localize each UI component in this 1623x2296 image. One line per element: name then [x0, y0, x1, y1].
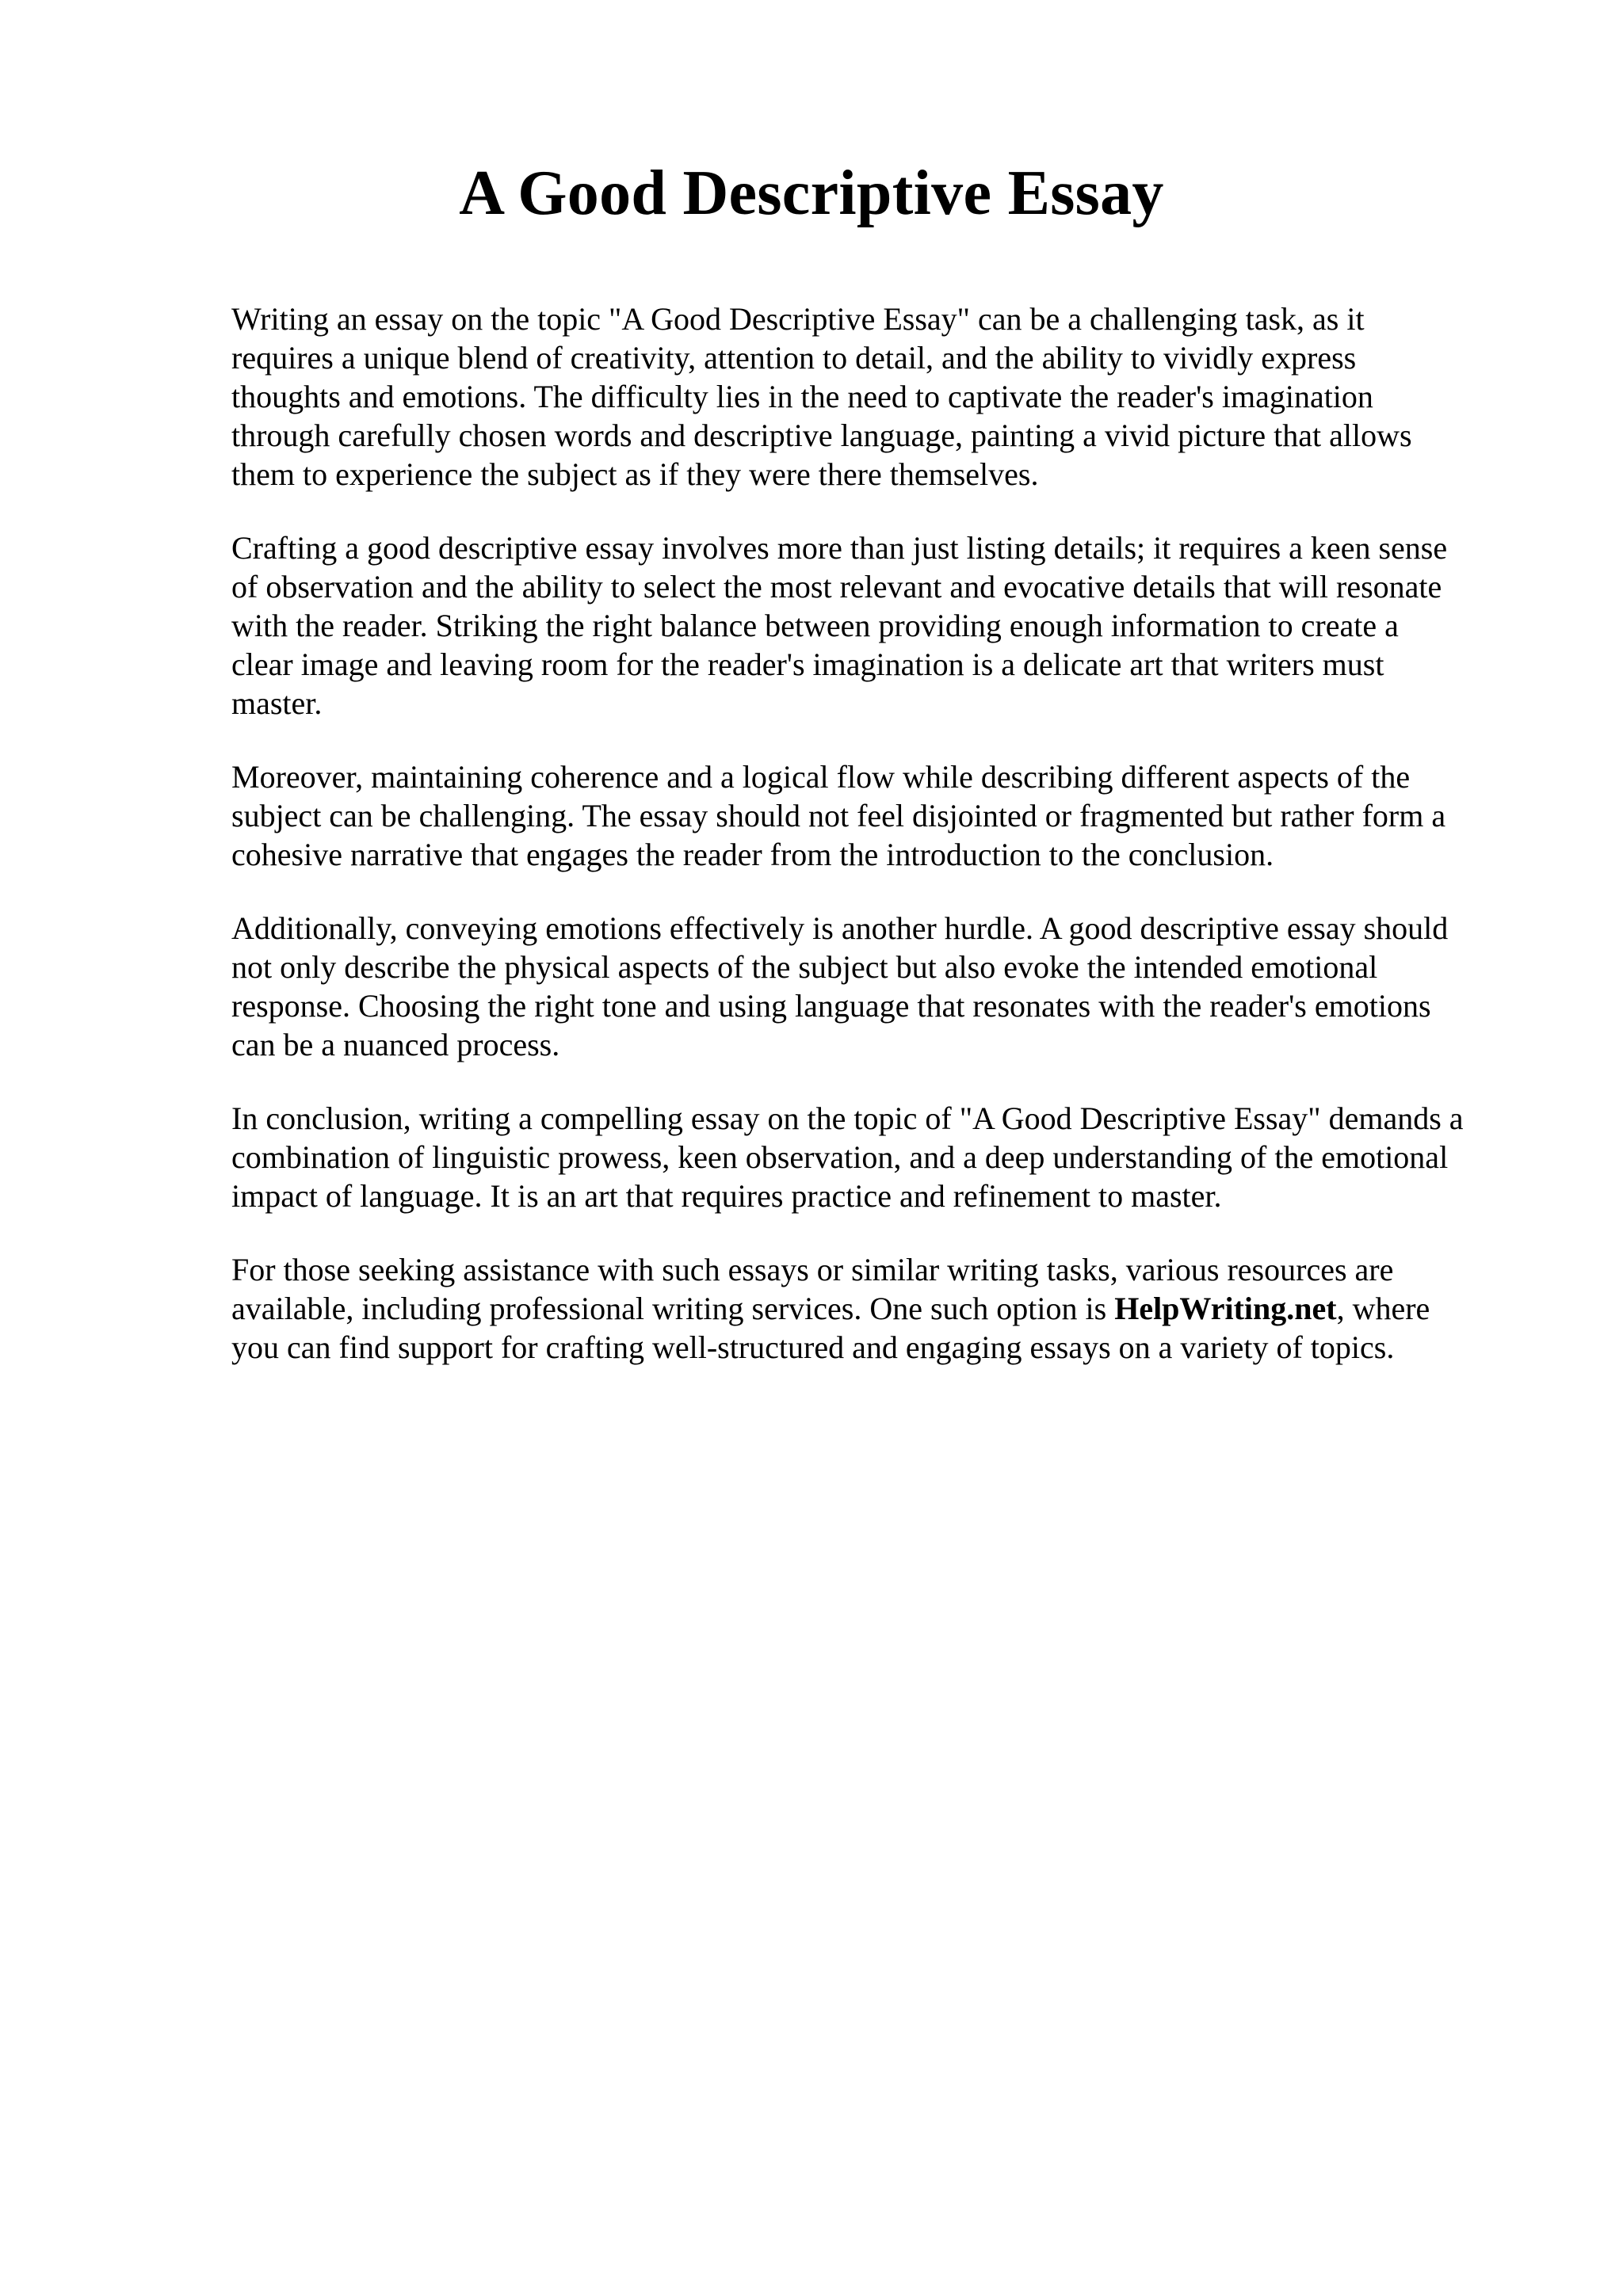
text-line: not only describe the physical aspects of the subject but also evoke the intended emotional — [231, 949, 1378, 985]
text-line: Crafting a good descriptive essay involves more than just listing details; it requires a keen sense — [231, 530, 1448, 566]
text-line: through carefully chosen words and descriptive language, painting a vivid picture that allows — [231, 418, 1412, 453]
text-line: impact of language. It is an art that requires practice and refinement to master. — [231, 1178, 1222, 1214]
text-line: cohesive narrative that engages the reader from the introduction to the conclusion. — [231, 837, 1274, 872]
paragraph-resources — [231, 1250, 1563, 1367]
paragraph-intro — [231, 299, 1563, 494]
text-line: thoughts and emotions. The difficulty lies in the need to captivate the reader's imagination — [231, 379, 1373, 414]
paragraph-emotions — [231, 909, 1563, 1064]
text-line: requires a unique blend of creativity, attention to detail, and the ability to vividly express — [231, 340, 1357, 376]
text-line: them to experience the subject as if they were there themselves. — [231, 456, 1039, 492]
text-line: can be a nuanced process. — [231, 1027, 560, 1062]
text-line: Additionally, conveying emotions effectively is another hurdle. A good descriptive essay should — [231, 910, 1449, 946]
text-line: combination of linguistic prowess, keen observation, and a deep understanding of the emotional — [231, 1139, 1449, 1175]
text-line: subject can be challenging. The essay should not feel disjointed or fragmented but rather form a — [231, 798, 1446, 833]
paragraph-crafting — [231, 528, 1563, 723]
text-line-with-link — [231, 1289, 1563, 1328]
document-body — [231, 299, 1563, 1402]
text-line: Moreover, maintaining coherence and a logical flow while describing different aspects of the — [231, 759, 1411, 795]
text-line: For those seeking assistance with such essays or similar writing tasks, various resources are — [231, 1252, 1394, 1287]
text-segment: , where — [1336, 1291, 1430, 1326]
paragraph-conclusion — [231, 1099, 1563, 1215]
text-line: response. Choosing the right tone and using language that resonates with the reader's emotions — [231, 988, 1431, 1024]
helpwriting-link[interactable]: HelpWriting.net — [1114, 1291, 1337, 1326]
text-segment: available, including professional writing services. One such option is — [231, 1291, 1115, 1326]
text-line: Writing an essay on the topic "A Good Descriptive Essay" can be a challenging task, as it — [231, 301, 1365, 337]
text-line: master. — [231, 685, 323, 721]
text-line: with the reader. Striking the right balance between providing enough information to create a — [231, 608, 1399, 643]
text-line: clear image and leaving room for the reader's imagination is a delicate art that writers must — [231, 646, 1384, 682]
text-line: of observation and the ability to select the most relevant and evocative details that will resonate — [231, 569, 1442, 605]
document-title: A Good Descriptive Essay — [459, 158, 1164, 228]
text-line: you can find support for crafting well-structured and engaging essays on a variety of topics. — [231, 1329, 1395, 1365]
paragraph-coherence — [231, 757, 1563, 874]
text-line: In conclusion, writing a compelling essay on the topic of "A Good Descriptive Essay" demands a — [231, 1100, 1464, 1136]
